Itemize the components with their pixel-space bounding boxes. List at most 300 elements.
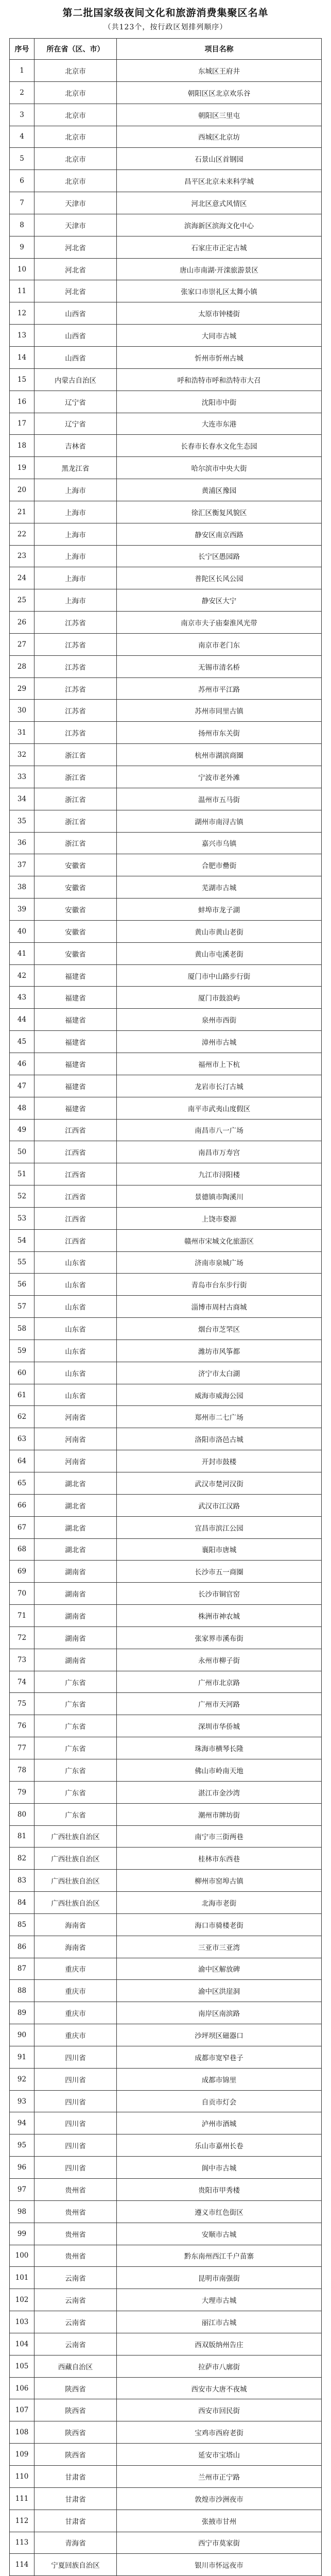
row-project: 潍坊市风筝都 bbox=[117, 1340, 322, 1362]
row-index: 15 bbox=[10, 368, 34, 391]
row-index: 14 bbox=[10, 346, 34, 368]
table-row bbox=[10, 2245, 322, 2267]
table-row bbox=[10, 1119, 322, 1141]
row-index: 50 bbox=[10, 1141, 34, 1163]
row-index: 66 bbox=[10, 1494, 34, 1516]
table-row bbox=[10, 1803, 322, 1825]
table-body bbox=[10, 60, 322, 2576]
row-index: 101 bbox=[10, 2267, 34, 2289]
table-row bbox=[10, 2112, 322, 2134]
table-row bbox=[10, 942, 322, 964]
table-row bbox=[10, 788, 322, 810]
table-row bbox=[10, 1848, 322, 1870]
row-project: 合肥市罍街 bbox=[117, 854, 322, 876]
row-province: 浙江省 bbox=[34, 744, 117, 766]
row-index: 68 bbox=[10, 1538, 34, 1561]
row-project: 武汉市江汉路 bbox=[117, 1494, 322, 1516]
row-province: 陕西省 bbox=[34, 2377, 117, 2399]
row-province: 江西省 bbox=[34, 1207, 117, 1229]
row-index: 100 bbox=[10, 2245, 34, 2267]
row-province: 广东省 bbox=[34, 1803, 117, 1825]
row-project: 威海市威海公园 bbox=[117, 1384, 322, 1406]
row-index: 41 bbox=[10, 942, 34, 964]
row-province: 河北省 bbox=[34, 258, 117, 280]
row-province: 湖北省 bbox=[34, 1538, 117, 1561]
table-row bbox=[10, 964, 322, 987]
row-province: 山东省 bbox=[34, 1362, 117, 1384]
row-index: 83 bbox=[10, 1870, 34, 1892]
row-project: 石景山区首钢园 bbox=[117, 148, 322, 170]
row-index: 31 bbox=[10, 722, 34, 744]
row-province: 天津市 bbox=[34, 214, 117, 236]
table-row bbox=[10, 1936, 322, 1958]
row-project: 厦门市中山路步行街 bbox=[117, 964, 322, 987]
row-province: 山东省 bbox=[34, 1296, 117, 1318]
table-header-row bbox=[10, 39, 322, 60]
row-project: 敦煌市沙洲夜市 bbox=[117, 2487, 322, 2510]
row-index: 97 bbox=[10, 2179, 34, 2201]
row-project: 嘉兴市乌镇 bbox=[117, 832, 322, 854]
row-project: 长沙市五一商圈 bbox=[117, 1561, 322, 1583]
row-index: 67 bbox=[10, 1516, 34, 1538]
table-row bbox=[10, 2333, 322, 2355]
row-province: 四川省 bbox=[34, 2112, 117, 2134]
table-row bbox=[10, 2421, 322, 2444]
row-index: 45 bbox=[10, 1031, 34, 1053]
table-row bbox=[10, 2134, 322, 2157]
row-province: 西藏自治区 bbox=[34, 2355, 117, 2377]
row-province: 江西省 bbox=[34, 1229, 117, 1251]
row-index: 3 bbox=[10, 104, 34, 126]
row-project: 渝中区洪崖洞 bbox=[117, 1980, 322, 2002]
row-index: 54 bbox=[10, 1229, 34, 1251]
row-project: 南岸区南滨路 bbox=[117, 2002, 322, 2024]
row-province: 江西省 bbox=[34, 1163, 117, 1185]
table-row bbox=[10, 722, 322, 744]
row-province: 海南省 bbox=[34, 1936, 117, 1958]
row-project: 烟台市芝罘区 bbox=[117, 1318, 322, 1340]
table-row bbox=[10, 435, 322, 457]
row-index: 62 bbox=[10, 1406, 34, 1428]
row-province: 福建省 bbox=[34, 987, 117, 1009]
row-province: 贵州省 bbox=[34, 2179, 117, 2201]
row-project: 南平市武夷山度假区 bbox=[117, 1097, 322, 1119]
row-province: 陕西省 bbox=[34, 2399, 117, 2421]
table-row bbox=[10, 1913, 322, 1936]
row-project: 朝阳区三里屯 bbox=[117, 104, 322, 126]
row-project: 宝鸡市西府老街 bbox=[117, 2421, 322, 2444]
table-row bbox=[10, 2267, 322, 2289]
row-province: 四川省 bbox=[34, 2134, 117, 2157]
row-project: 永州市柳子街 bbox=[117, 1649, 322, 1671]
table-row bbox=[10, 2377, 322, 2399]
table-row bbox=[10, 236, 322, 258]
row-index: 10 bbox=[10, 258, 34, 280]
row-index: 102 bbox=[10, 2289, 34, 2311]
row-province: 贵州省 bbox=[34, 2245, 117, 2267]
table-row bbox=[10, 1494, 322, 1516]
row-project: 阆中市古城 bbox=[117, 2157, 322, 2179]
row-index: 8 bbox=[10, 214, 34, 236]
row-project: 自贡市灯会 bbox=[117, 2090, 322, 2112]
row-project: 静安区大宁 bbox=[117, 589, 322, 612]
row-index: 53 bbox=[10, 1207, 34, 1229]
row-province: 云南省 bbox=[34, 2333, 117, 2355]
row-project: 桂林市东西巷 bbox=[117, 1848, 322, 1870]
row-province: 海南省 bbox=[34, 1913, 117, 1936]
row-index: 87 bbox=[10, 1958, 34, 1980]
row-province: 四川省 bbox=[34, 2090, 117, 2112]
row-index: 110 bbox=[10, 2465, 34, 2487]
row-province: 黑龙江省 bbox=[34, 457, 117, 479]
row-province: 四川省 bbox=[34, 2157, 117, 2179]
row-index: 44 bbox=[10, 1009, 34, 1031]
table-row bbox=[10, 2157, 322, 2179]
row-index: 104 bbox=[10, 2333, 34, 2355]
row-index: 22 bbox=[10, 523, 34, 545]
row-project: 上饶市婺源 bbox=[117, 1207, 322, 1229]
row-province: 贵州省 bbox=[34, 2200, 117, 2223]
table-row bbox=[10, 876, 322, 899]
table-row bbox=[10, 126, 322, 148]
row-province: 福建省 bbox=[34, 1097, 117, 1119]
row-index: 63 bbox=[10, 1428, 34, 1450]
row-province: 河北省 bbox=[34, 280, 117, 302]
row-province: 福建省 bbox=[34, 1031, 117, 1053]
row-project: 温州市五马街 bbox=[117, 788, 322, 810]
row-index: 72 bbox=[10, 1626, 34, 1649]
row-province: 山东省 bbox=[34, 1274, 117, 1296]
table-row bbox=[10, 413, 322, 435]
row-province: 安徽省 bbox=[34, 942, 117, 964]
row-index: 6 bbox=[10, 170, 34, 192]
row-province: 山东省 bbox=[34, 1318, 117, 1340]
row-project: 丽江市古城 bbox=[117, 2311, 322, 2333]
row-project: 海口市骑楼老街 bbox=[117, 1913, 322, 1936]
row-index: 79 bbox=[10, 1781, 34, 1803]
row-province: 上海市 bbox=[34, 567, 117, 589]
table-row bbox=[10, 2444, 322, 2466]
row-index: 113 bbox=[10, 2532, 34, 2554]
row-province: 广东省 bbox=[34, 1781, 117, 1803]
row-province: 江苏省 bbox=[34, 677, 117, 700]
table-row bbox=[10, 2399, 322, 2421]
row-province: 江西省 bbox=[34, 1185, 117, 1208]
table-row bbox=[10, 302, 322, 325]
row-project: 西安市回民街 bbox=[117, 2399, 322, 2421]
table-row bbox=[10, 1538, 322, 1561]
row-index: 48 bbox=[10, 1097, 34, 1119]
row-index: 58 bbox=[10, 1318, 34, 1340]
row-index: 96 bbox=[10, 2157, 34, 2179]
table-row bbox=[10, 1251, 322, 1274]
row-index: 12 bbox=[10, 302, 34, 325]
table-row bbox=[10, 1671, 322, 1693]
table-row bbox=[10, 258, 322, 280]
row-province: 吉林省 bbox=[34, 435, 117, 457]
row-index: 43 bbox=[10, 987, 34, 1009]
row-province: 湖北省 bbox=[34, 1494, 117, 1516]
row-index: 33 bbox=[10, 766, 34, 788]
table-row bbox=[10, 2090, 322, 2112]
table-row bbox=[10, 2532, 322, 2554]
row-project: 济宁市太白湖 bbox=[117, 1362, 322, 1384]
row-project: 南昌市万寿宫 bbox=[117, 1141, 322, 1163]
row-index: 51 bbox=[10, 1163, 34, 1185]
row-index: 9 bbox=[10, 236, 34, 258]
row-index: 11 bbox=[10, 280, 34, 302]
row-project: 洛阳市洛邑古城 bbox=[117, 1428, 322, 1450]
row-project: 黄浦区豫园 bbox=[117, 479, 322, 501]
row-province: 江苏省 bbox=[34, 633, 117, 655]
row-province: 云南省 bbox=[34, 2267, 117, 2289]
table-row bbox=[10, 2510, 322, 2532]
row-project: 成都市锦里 bbox=[117, 2068, 322, 2090]
row-index: 74 bbox=[10, 1671, 34, 1693]
table-row bbox=[10, 1296, 322, 1318]
row-project: 朝阳区区北京欢乐谷 bbox=[117, 81, 322, 104]
row-province: 湖南省 bbox=[34, 1561, 117, 1583]
table-row bbox=[10, 2289, 322, 2311]
row-province: 北京市 bbox=[34, 60, 117, 82]
row-project: 黄山市屯溪老街 bbox=[117, 942, 322, 964]
header-index: 序号 bbox=[10, 39, 34, 60]
row-project: 长宁区愚园路 bbox=[117, 545, 322, 567]
table-row bbox=[10, 2200, 322, 2223]
table-row bbox=[10, 104, 322, 126]
row-project: 沙坪坝区磁器口 bbox=[117, 2024, 322, 2046]
row-province: 安徽省 bbox=[34, 920, 117, 942]
row-project: 兰州市正宁路 bbox=[117, 2465, 322, 2487]
row-province: 安徽省 bbox=[34, 876, 117, 899]
row-project: 武汉市楚河汉街 bbox=[117, 1472, 322, 1495]
table-row bbox=[10, 2002, 322, 2024]
row-province: 山西省 bbox=[34, 302, 117, 325]
row-province: 甘肃省 bbox=[34, 2487, 117, 2510]
table-row bbox=[10, 1715, 322, 1737]
row-project: 广州市天河路 bbox=[117, 1693, 322, 1715]
row-province: 山东省 bbox=[34, 1251, 117, 1274]
row-project: 开封市鼓楼 bbox=[117, 1450, 322, 1472]
row-province: 湖北省 bbox=[34, 1472, 117, 1495]
row-index: 112 bbox=[10, 2510, 34, 2532]
row-province: 广西壮族自治区 bbox=[34, 1848, 117, 1870]
row-project: 九江市浔阳楼 bbox=[117, 1163, 322, 1185]
row-index: 103 bbox=[10, 2311, 34, 2333]
row-index: 106 bbox=[10, 2377, 34, 2399]
page-title: 第二批国家级夜间文化和旅游消费集聚区名单 bbox=[62, 7, 269, 19]
row-project: 昌平区北京未来科学城 bbox=[117, 170, 322, 192]
row-index: 56 bbox=[10, 1274, 34, 1296]
row-index: 107 bbox=[10, 2399, 34, 2421]
row-province: 河南省 bbox=[34, 1450, 117, 1472]
row-province: 北京市 bbox=[34, 81, 117, 104]
row-province: 江苏省 bbox=[34, 722, 117, 744]
table-row bbox=[10, 1229, 322, 1251]
table-row bbox=[10, 457, 322, 479]
row-province: 河南省 bbox=[34, 1406, 117, 1428]
table-row bbox=[10, 1075, 322, 1097]
table-row bbox=[10, 810, 322, 832]
row-index: 18 bbox=[10, 435, 34, 457]
table-row bbox=[10, 1340, 322, 1362]
table-row bbox=[10, 501, 322, 523]
row-index: 89 bbox=[10, 2002, 34, 2024]
row-project: 大同市古城 bbox=[117, 325, 322, 347]
row-project: 扬州市东关街 bbox=[117, 722, 322, 744]
row-project: 福州市上下杭 bbox=[117, 1053, 322, 1075]
row-province: 山东省 bbox=[34, 1340, 117, 1362]
row-index: 99 bbox=[10, 2223, 34, 2245]
row-project: 沈阳市中街 bbox=[117, 391, 322, 413]
row-province: 广东省 bbox=[34, 1693, 117, 1715]
row-province: 湖北省 bbox=[34, 1516, 117, 1538]
row-province: 安徽省 bbox=[34, 899, 117, 921]
table-row bbox=[10, 1185, 322, 1208]
row-province: 福建省 bbox=[34, 1075, 117, 1097]
row-project: 郑州市二七广场 bbox=[117, 1406, 322, 1428]
row-project: 银川市怀远夜市 bbox=[117, 2554, 322, 2576]
row-index: 111 bbox=[10, 2487, 34, 2510]
row-index: 40 bbox=[10, 920, 34, 942]
row-project: 珠海市横琴长隆 bbox=[117, 1737, 322, 1759]
table-row bbox=[10, 1781, 322, 1803]
table-row bbox=[10, 2465, 322, 2487]
row-province: 安徽省 bbox=[34, 854, 117, 876]
row-index: 1 bbox=[10, 60, 34, 82]
row-province: 湖南省 bbox=[34, 1649, 117, 1671]
table-row bbox=[10, 368, 322, 391]
row-province: 陕西省 bbox=[34, 2421, 117, 2444]
row-province: 上海市 bbox=[34, 479, 117, 501]
row-project: 苏州市平江路 bbox=[117, 677, 322, 700]
row-project: 湛江市金沙湾 bbox=[117, 1781, 322, 1803]
row-index: 4 bbox=[10, 126, 34, 148]
table-row bbox=[10, 2355, 322, 2377]
row-project: 河北区意式风情区 bbox=[117, 192, 322, 214]
table-row bbox=[10, 170, 322, 192]
table-row bbox=[10, 744, 322, 766]
row-project: 泉州市西街 bbox=[117, 1009, 322, 1031]
row-index: 80 bbox=[10, 1803, 34, 1825]
table-row bbox=[10, 1406, 322, 1428]
row-project: 忻州市忻州古城 bbox=[117, 346, 322, 368]
row-index: 114 bbox=[10, 2554, 34, 2576]
row-province: 广西壮族自治区 bbox=[34, 1870, 117, 1892]
row-province: 上海市 bbox=[34, 545, 117, 567]
row-project: 西安市大唐不夜城 bbox=[117, 2377, 322, 2399]
row-project: 东城区王府井 bbox=[117, 60, 322, 82]
table-row bbox=[10, 1097, 322, 1119]
row-project: 张家界市溪布街 bbox=[117, 1626, 322, 1649]
table-row bbox=[10, 677, 322, 700]
row-project: 渝中区解放碑 bbox=[117, 1958, 322, 1980]
row-project: 张家口市崇礼区太舞小镇 bbox=[117, 280, 322, 302]
row-province: 河北省 bbox=[34, 236, 117, 258]
row-index: 60 bbox=[10, 1362, 34, 1384]
row-project: 湖州市南浔古镇 bbox=[117, 810, 322, 832]
row-project: 佛山市岭南天地 bbox=[117, 1759, 322, 1781]
table-row bbox=[10, 1870, 322, 1892]
row-province: 山西省 bbox=[34, 346, 117, 368]
table-row bbox=[10, 346, 322, 368]
row-province: 重庆市 bbox=[34, 1980, 117, 2002]
row-project: 苏州市同里古镇 bbox=[117, 700, 322, 722]
row-index: 78 bbox=[10, 1759, 34, 1781]
row-project: 无锡市清名桥 bbox=[117, 655, 322, 677]
row-project: 哈尔滨市中央大街 bbox=[117, 457, 322, 479]
row-project: 漳州市古城 bbox=[117, 1031, 322, 1053]
row-index: 94 bbox=[10, 2112, 34, 2134]
row-index: 73 bbox=[10, 1649, 34, 1671]
table-row bbox=[10, 920, 322, 942]
row-index: 82 bbox=[10, 1848, 34, 1870]
row-index: 7 bbox=[10, 192, 34, 214]
table-row bbox=[10, 1141, 322, 1163]
row-province: 北京市 bbox=[34, 126, 117, 148]
row-province: 江苏省 bbox=[34, 700, 117, 722]
row-project: 济南市泉城广场 bbox=[117, 1251, 322, 1274]
table-row bbox=[10, 1009, 322, 1031]
row-index: 28 bbox=[10, 655, 34, 677]
table-row bbox=[10, 612, 322, 634]
table-row bbox=[10, 1759, 322, 1781]
row-index: 64 bbox=[10, 1450, 34, 1472]
row-index: 5 bbox=[10, 148, 34, 170]
table-row bbox=[10, 1428, 322, 1450]
row-project: 静安区南京西路 bbox=[117, 523, 322, 545]
row-index: 90 bbox=[10, 2024, 34, 2046]
row-project: 杭州市湖滨商圈 bbox=[117, 744, 322, 766]
row-project: 延安市宝塔山 bbox=[117, 2444, 322, 2466]
header-project: 项目名称 bbox=[117, 39, 322, 60]
row-province: 重庆市 bbox=[34, 2024, 117, 2046]
table-row bbox=[10, 655, 322, 677]
table-row bbox=[10, 1163, 322, 1185]
table-row bbox=[10, 1825, 322, 1848]
row-project: 成都市宽窄巷子 bbox=[117, 2046, 322, 2068]
table-row bbox=[10, 1472, 322, 1495]
row-project: 淄博市周村古商城 bbox=[117, 1296, 322, 1318]
header-province: 所在省（区、市） bbox=[34, 39, 117, 60]
row-project: 西城区北京坊 bbox=[117, 126, 322, 148]
row-project: 黔东南州西江千户苗寨 bbox=[117, 2245, 322, 2267]
table-row bbox=[10, 523, 322, 545]
row-project: 三亚市三亚湾 bbox=[117, 1936, 322, 1958]
row-province: 浙江省 bbox=[34, 788, 117, 810]
table-row bbox=[10, 2487, 322, 2510]
table-row bbox=[10, 2311, 322, 2333]
table-row bbox=[10, 832, 322, 854]
row-province: 陕西省 bbox=[34, 2444, 117, 2466]
row-project: 遵义市红色街区 bbox=[117, 2200, 322, 2223]
row-index: 85 bbox=[10, 1913, 34, 1936]
row-project: 长沙市铜官窑 bbox=[117, 1583, 322, 1605]
row-project: 长春市长春水文化生态园 bbox=[117, 435, 322, 457]
row-province: 湖南省 bbox=[34, 1626, 117, 1649]
row-index: 47 bbox=[10, 1075, 34, 1097]
row-province: 上海市 bbox=[34, 501, 117, 523]
table-row bbox=[10, 1053, 322, 1075]
row-province: 湖南省 bbox=[34, 1605, 117, 1627]
table-row bbox=[10, 1561, 322, 1583]
table-row bbox=[10, 325, 322, 347]
row-index: 71 bbox=[10, 1605, 34, 1627]
row-province: 广东省 bbox=[34, 1759, 117, 1781]
row-project: 安顺市古城 bbox=[117, 2223, 322, 2245]
row-index: 92 bbox=[10, 2068, 34, 2090]
row-province: 上海市 bbox=[34, 523, 117, 545]
